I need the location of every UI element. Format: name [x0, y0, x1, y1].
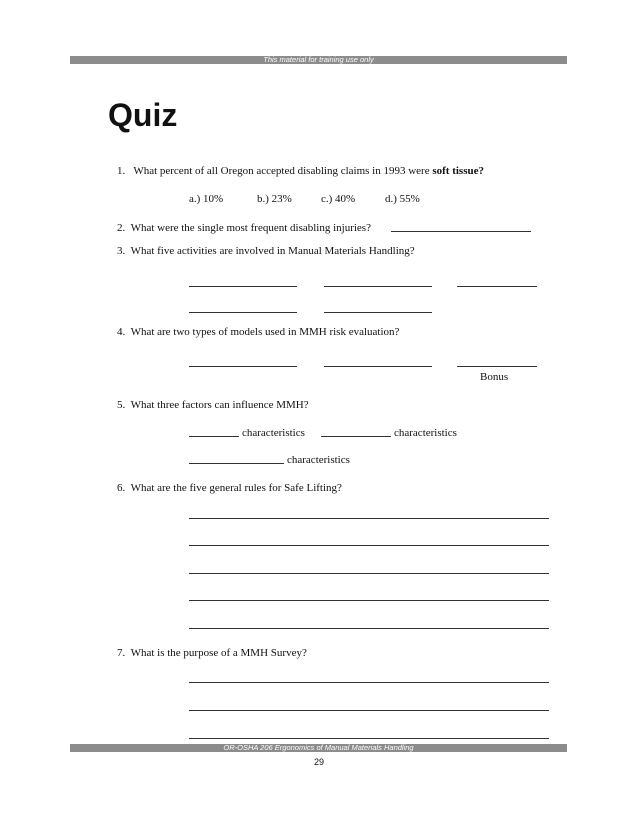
question-3 [117, 244, 415, 258]
bonus-label: Bonus [480, 371, 509, 383]
answer-blank-4a[interactable] [189, 366, 297, 367]
question-6-text: What are the five general rules for Safe Lifting? [130, 482, 342, 494]
page-number: 29 [313, 757, 324, 767]
answer-line-7-2[interactable] [189, 710, 549, 711]
option-b: b.) 23% [257, 193, 292, 205]
answer-line-7-3[interactable] [189, 738, 549, 739]
characteristics-label-b: characteristics [394, 427, 457, 439]
answer-line-7-1[interactable] [189, 682, 549, 683]
question-5-number: 5. [117, 399, 126, 411]
answer-blank-3a[interactable] [189, 286, 297, 287]
header-notice: This material for training use only [263, 55, 374, 64]
question-3-number: 3. [117, 245, 126, 257]
question-6 [117, 481, 342, 495]
answer-blank-5c[interactable] [189, 463, 284, 464]
header-bar [70, 56, 567, 64]
option-a: a.) 10% [189, 193, 224, 205]
page-title: Quiz [108, 97, 178, 133]
question-4-text: What are two types of models used in MMH risk evaluation? [130, 326, 400, 338]
answer-blank-3c[interactable] [457, 286, 537, 287]
characteristics-label-a: characteristics [242, 427, 305, 439]
question-3-text: What five activities are involved in Manual Materials Handling? [130, 245, 415, 257]
question-1 [117, 164, 484, 178]
answer-blank-3e[interactable] [324, 312, 432, 313]
question-5 [117, 398, 309, 412]
question-2-text: What were the single most frequent disabling injuries? [130, 222, 371, 234]
characteristics-label-c: characteristics [287, 454, 350, 466]
answer-line-6-2[interactable] [189, 545, 549, 546]
question-6-number: 6. [117, 482, 126, 494]
question-7-text: What is the purpose of a MMH Survey? [130, 647, 307, 659]
question-1-number: 1. [117, 165, 126, 177]
question-4 [117, 325, 399, 339]
answer-blank-2[interactable] [391, 231, 531, 232]
answer-line-6-3[interactable] [189, 573, 549, 574]
answer-line-6-1[interactable] [189, 518, 549, 519]
question-7 [117, 646, 307, 660]
answer-blank-4-bonus[interactable] [457, 366, 537, 367]
question-4-number: 4. [117, 326, 126, 338]
answer-blank-4b[interactable] [324, 366, 432, 367]
question-1-emphasis: soft tissue? [432, 165, 484, 177]
option-c: c.) 40% [321, 193, 356, 205]
question-1-text: What percent of all Oregon accepted disabling claims in 1993 were [133, 165, 430, 177]
option-d: d.) 55% [385, 193, 420, 205]
answer-blank-5b[interactable] [321, 436, 391, 437]
question-2-number: 2. [117, 222, 126, 234]
answer-blank-5a[interactable] [189, 436, 239, 437]
footer-course: OR-OSHA 206 Ergonomics of Manual Materials Handling [223, 743, 414, 752]
question-2 [117, 221, 371, 235]
answer-blank-3b[interactable] [324, 286, 432, 287]
answer-blank-3d[interactable] [189, 312, 297, 313]
question-5-text: What three factors can influence MMH? [130, 399, 309, 411]
question-7-number: 7. [117, 647, 126, 659]
footer-bar [70, 744, 567, 752]
answer-line-6-5[interactable] [189, 628, 549, 629]
answer-line-6-4[interactable] [189, 600, 549, 601]
